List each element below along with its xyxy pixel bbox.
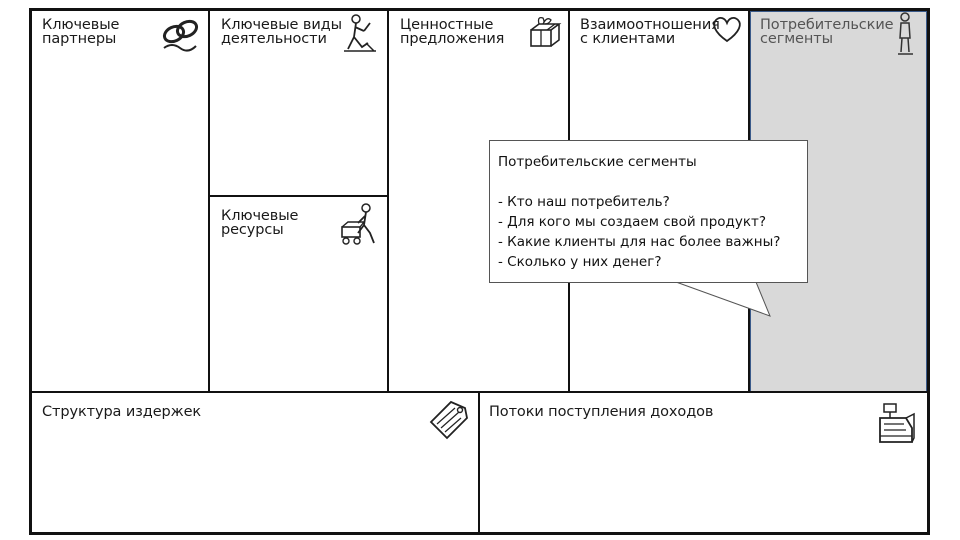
chain-links-icon xyxy=(160,14,202,52)
revenue-streams-label: Потоки поступления доходов xyxy=(489,404,714,420)
callout-question: - Какие клиенты для нас более важны? xyxy=(498,234,781,250)
divider xyxy=(478,391,480,533)
customer-segments-label: Потребительские сегменты xyxy=(760,17,894,47)
gift-icon xyxy=(525,14,563,52)
key-partners-label: Ключевые партнеры xyxy=(42,17,120,47)
worker-with-cart-icon xyxy=(338,203,380,247)
price-tag-icon xyxy=(425,398,471,440)
callout-question: - Для кого мы создаем свой продукт? xyxy=(498,214,767,230)
callout-question: - Кто наш потребитель? xyxy=(498,194,670,210)
divider xyxy=(208,195,389,197)
cost-structure-label: Структура издержек xyxy=(42,404,202,420)
callout-question: - Сколько у них денег? xyxy=(498,254,662,270)
divider xyxy=(387,11,389,393)
callout-title: Потребительские сегменты xyxy=(498,154,697,170)
customer-relationships-label: Взаимоотношения с клиентами xyxy=(580,17,720,47)
heart-icon xyxy=(710,14,744,44)
cash-register-icon xyxy=(876,400,918,448)
person-icon xyxy=(895,12,917,56)
key-resources-label: Ключевые ресурсы xyxy=(221,208,299,238)
divider xyxy=(208,11,210,393)
value-propositions-label: Ценностные предложения xyxy=(400,17,505,47)
customer-segments-callout xyxy=(489,140,808,283)
divider xyxy=(32,391,928,393)
worker-icon xyxy=(340,13,378,53)
key-activities-label: Ключевые виды деятельности xyxy=(221,17,342,47)
